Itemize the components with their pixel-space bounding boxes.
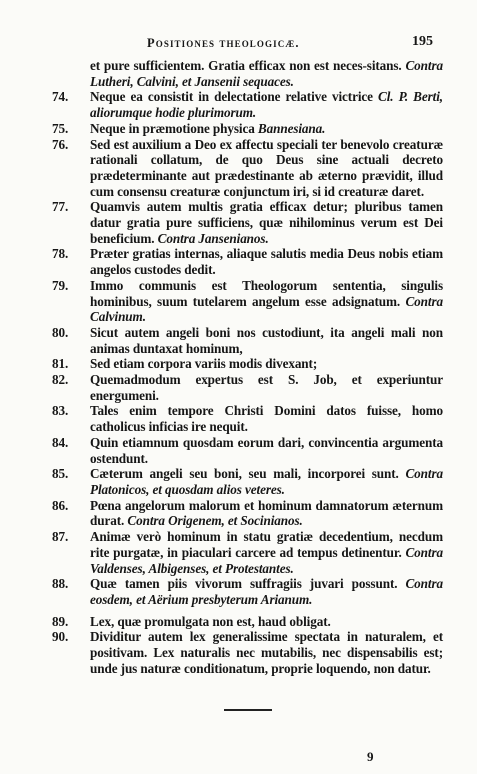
thesis-text: Sed etiam corpora variis modis divexant; — [90, 356, 318, 372]
thesis-text: Pœna angelorum malorum et hominum damnatorum æternum durat. — [90, 497, 443, 529]
thesis-paragraph — [0, 356, 443, 372]
running-title: Positiones theologicæ. — [147, 36, 300, 50]
thesis-text: Quamvis autem multis gratia efficax detur; pluribus tamen datur gratia pure sufficiens, quæ nihilominus verum est Dei beneficium. — [90, 199, 443, 246]
thesis-citation: Contra Calvinum. — [90, 293, 443, 325]
thesis-citation: Contra Origenem, et Socinianos. — [127, 513, 303, 529]
thesis-number: 75. — [52, 120, 69, 136]
thesis-paragraph — [0, 246, 443, 277]
thesis-paragraph — [0, 372, 443, 403]
page-header — [0, 34, 477, 54]
thesis-paragraph — [0, 89, 443, 120]
thesis-number: 80. — [52, 324, 69, 340]
thesis-number: 77. — [52, 199, 69, 215]
page-number: 195 — [412, 34, 433, 49]
thesis-number: 87. — [52, 529, 69, 545]
thesis-text: Immo communis est Theologorum sententia, singulis hominibus, suum tutelarem angelum esse adsignatum. — [90, 277, 443, 309]
thesis-number: 76. — [52, 136, 69, 152]
thesis-paragraph — [0, 199, 443, 246]
thesis-text: Quæ tamen piis vivorum suffragiis juvari possunt. — [90, 576, 406, 592]
thesis-paragraph — [0, 137, 443, 200]
thesis-paragraph — [0, 325, 443, 356]
thesis-paragraph — [0, 576, 443, 607]
thesis-citation: Contra Lutheri, Calvini, et Jansenii sequaces. — [90, 58, 443, 89]
thesis-paragraph — [0, 435, 443, 466]
thesis-paragraph — [0, 614, 443, 630]
thesis-text: Sicut autem angeli boni nos custodiunt, ita angeli mali non animas duntaxat hominum, — [90, 324, 443, 356]
thesis-number: 90. — [52, 629, 69, 645]
thesis-paragraph — [0, 629, 443, 676]
thesis-paragraph — [0, 403, 443, 434]
thesis-number: 88. — [52, 576, 69, 592]
thesis-text: et pure sufficientem. Gratia efficax non est neces-sitans. — [90, 58, 406, 73]
thesis-citation: Contra Valdenses, Albigenses, et Protestantes. — [90, 544, 443, 576]
thesis-number: 84. — [52, 434, 69, 450]
thesis-citation: Contra Jansenianos. — [157, 230, 269, 246]
thesis-number: 78. — [52, 246, 69, 262]
thesis-text: Sed est auxilium a Deo ex affectu speciali ter benevolo creaturæ rationali collatum, de quo Deus sine actuali decreto prædeterminante aut prædestinante ab æterno prævidit, illud cum consensu creaturæ conjunctum iri, si id creaturæ daret. — [90, 136, 443, 199]
thesis-number: 86. — [52, 497, 69, 513]
theses-list — [0, 58, 477, 676]
thesis-text: Tales enim tempore Christi Domini datos fuisse, homo catholicus inficias ire nequit. — [90, 403, 443, 435]
thesis-text: Quin etiamnum quosdam eorum dari, convincentia argumenta ostendunt. — [90, 434, 443, 466]
thesis-paragraph — [0, 466, 443, 497]
section-rule — [224, 709, 272, 711]
signature-mark: 9 — [367, 749, 374, 764]
thesis-number: 81. — [52, 356, 69, 372]
thesis-paragraph — [0, 278, 443, 325]
thesis-citation: Contra eosdem, et Aërium presbyterum Arianum. — [90, 576, 443, 607]
thesis-text: Neque ea consistit in delectatione relative victrice — [90, 89, 379, 105]
thesis-citation: Cl. P. Berti, aliorumque hodie plurimorum. — [90, 89, 443, 121]
thesis-paragraph — [0, 498, 443, 529]
thesis-number: 74. — [52, 89, 69, 105]
thesis-paragraph — [0, 529, 443, 576]
thesis-paragraph — [0, 58, 443, 89]
thesis-text: Cæterum angeli seu boni, seu mali, incorporei sunt. — [90, 466, 406, 482]
thesis-citation: Contra Platonicos, et quosdam alios veteres. — [90, 466, 443, 497]
thesis-number: 79. — [52, 277, 69, 293]
thesis-text: Animæ verò hominum in statu gratiæ decedentium, necdum rite purgatæ, in piaculari carcere ad tempus detinentur. — [90, 529, 443, 560]
thesis-number: 85. — [52, 466, 69, 482]
thesis-number: 89. — [52, 613, 69, 629]
thesis-text: Dividitur autem lex generalissime spectata in naturalem, et positivam. Lex naturalis nec mutabilis, nec dispensabilis est; unde jus naturæ conditionatum, proprie loquendo, non datur. — [90, 629, 443, 676]
thesis-text: Lex, quæ promulgata non est, haud obligat. — [90, 613, 331, 629]
thesis-text: Quemadmodum expertus est S. Job, et experiuntur energumeni. — [90, 372, 443, 403]
thesis-paragraph — [0, 121, 443, 137]
thesis-number: 82. — [52, 372, 69, 388]
thesis-number: 83. — [52, 403, 69, 419]
thesis-citation: Bannesiana. — [257, 120, 326, 136]
thesis-text: Præter gratias internas, aliaque salutis media Deus nobis etiam angelos custodes dedit. — [90, 246, 443, 278]
thesis-text: Neque in præmotione physica — [90, 120, 258, 136]
